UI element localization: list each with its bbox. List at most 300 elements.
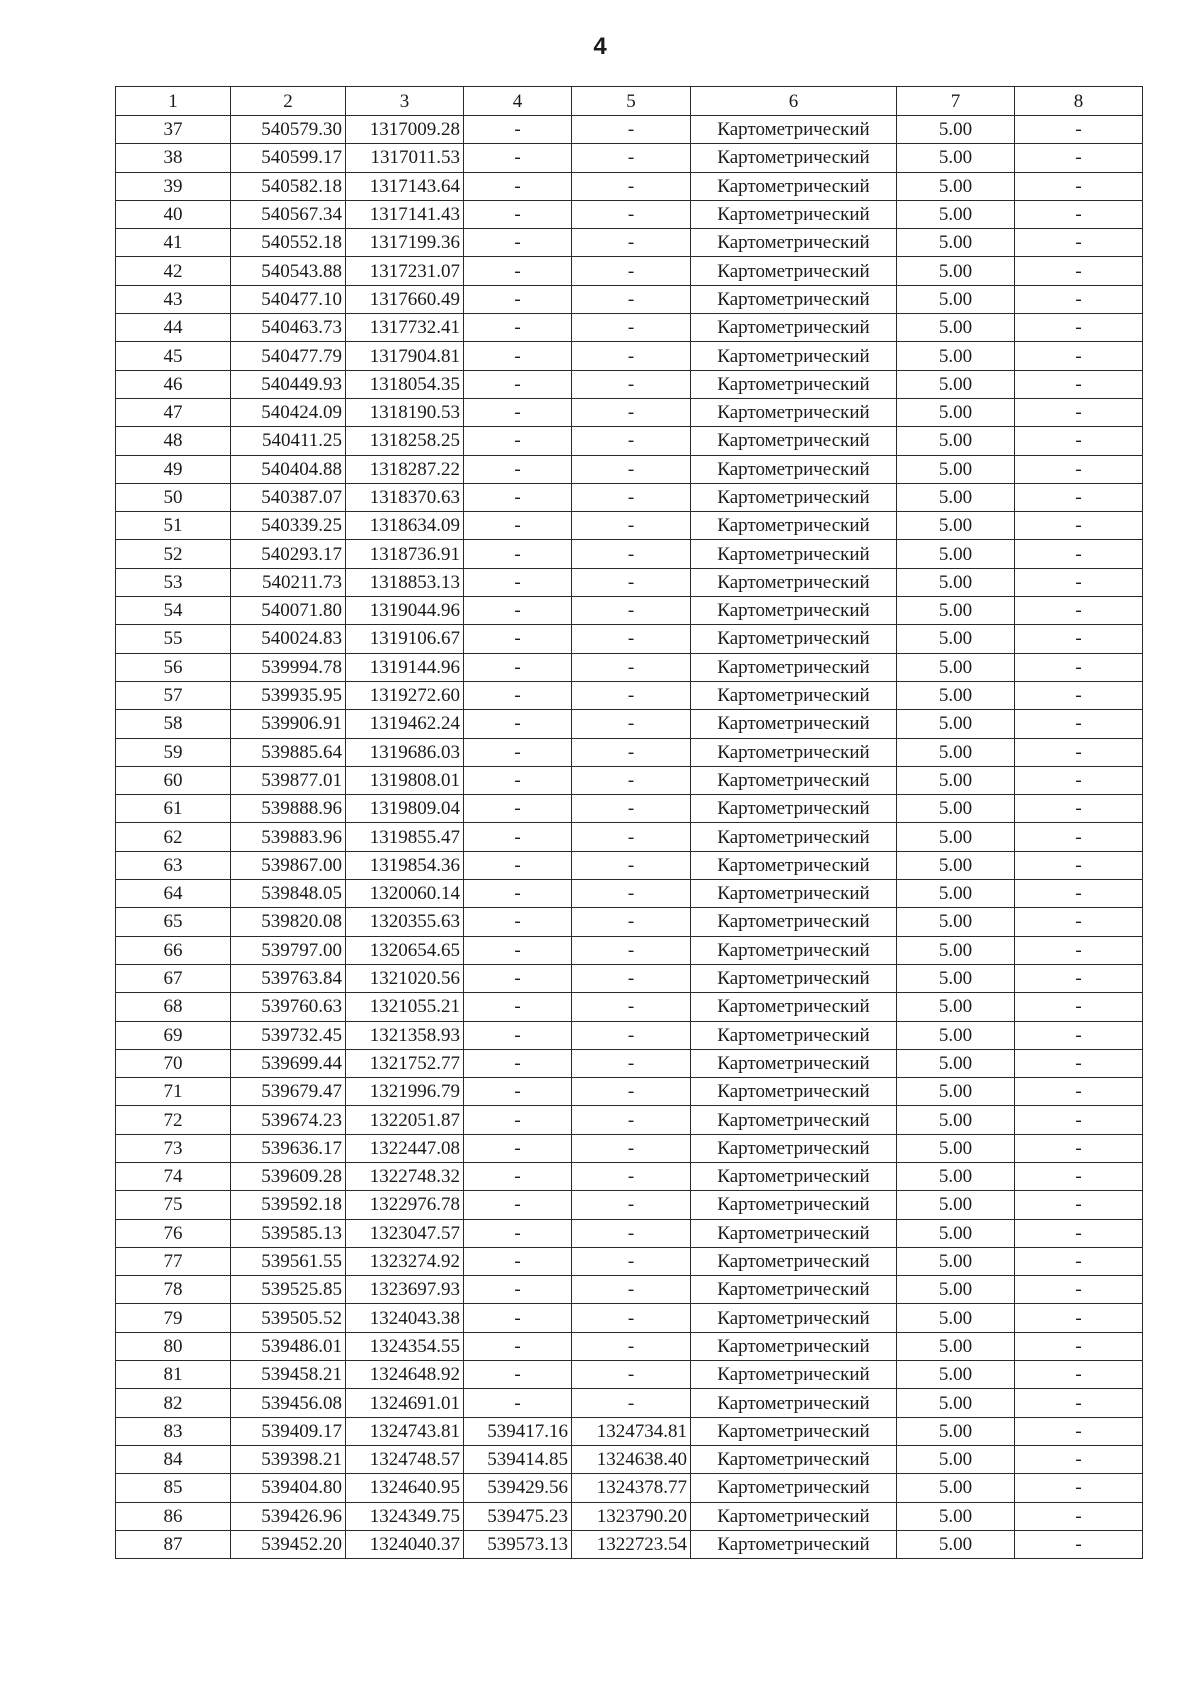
y-prev-cell: - (572, 455, 691, 483)
x-prev-cell: - (464, 427, 572, 455)
point-number-cell: 53 (116, 568, 231, 596)
note-cell: - (1015, 455, 1143, 483)
accuracy-cell: 5.00 (897, 1276, 1015, 1304)
accuracy-cell: 5.00 (897, 229, 1015, 257)
y-coord-cell: 1319144.96 (346, 653, 464, 681)
column-header: 3 (346, 87, 464, 116)
x-prev-cell: - (464, 766, 572, 794)
y-coord-cell: 1321358.93 (346, 1021, 464, 1049)
y-coord-cell: 1324691.01 (346, 1389, 464, 1417)
x-prev-cell: - (464, 398, 572, 426)
point-number-cell: 51 (116, 512, 231, 540)
note-cell: - (1015, 1332, 1143, 1360)
method-cell: Картометрический (691, 257, 897, 285)
x-coord-cell: 540411.25 (231, 427, 346, 455)
accuracy-cell: 5.00 (897, 681, 1015, 709)
x-coord-cell: 539636.17 (231, 1134, 346, 1162)
point-number-cell: 75 (116, 1191, 231, 1219)
y-coord-cell: 1324648.92 (346, 1361, 464, 1389)
note-cell: - (1015, 681, 1143, 709)
y-prev-cell: - (572, 597, 691, 625)
method-cell: Картометрический (691, 568, 897, 596)
x-coord-cell: 539867.00 (231, 851, 346, 879)
table-row (116, 483, 1143, 511)
y-coord-cell: 1319462.24 (346, 710, 464, 738)
point-number-cell: 64 (116, 880, 231, 908)
table-row (116, 936, 1143, 964)
point-number-cell: 65 (116, 908, 231, 936)
x-prev-cell: - (464, 116, 572, 144)
y-coord-cell: 1321996.79 (346, 1078, 464, 1106)
y-prev-cell: - (572, 681, 691, 709)
x-coord-cell: 539561.55 (231, 1247, 346, 1275)
y-prev-cell: 1324638.40 (572, 1445, 691, 1473)
y-prev-cell: - (572, 172, 691, 200)
y-prev-cell: - (572, 144, 691, 172)
y-prev-cell: - (572, 823, 691, 851)
y-coord-cell: 1318853.13 (346, 568, 464, 596)
point-number-cell: 38 (116, 144, 231, 172)
point-number-cell: 86 (116, 1502, 231, 1530)
accuracy-cell: 5.00 (897, 993, 1015, 1021)
point-number-cell: 76 (116, 1219, 231, 1247)
x-prev-cell: - (464, 795, 572, 823)
note-cell: - (1015, 964, 1143, 992)
note-cell: - (1015, 257, 1143, 285)
y-prev-cell: - (572, 257, 691, 285)
accuracy-cell: 5.00 (897, 597, 1015, 625)
accuracy-cell: 5.00 (897, 1219, 1015, 1247)
method-cell: Картометрический (691, 483, 897, 511)
table-row (116, 370, 1143, 398)
accuracy-cell: 5.00 (897, 512, 1015, 540)
x-coord-cell: 540339.25 (231, 512, 346, 540)
point-number-cell: 41 (116, 229, 231, 257)
point-number-cell: 48 (116, 427, 231, 455)
y-prev-cell: - (572, 1049, 691, 1077)
table-body (116, 87, 1143, 1559)
x-coord-cell: 539486.01 (231, 1332, 346, 1360)
y-coord-cell: 1317231.07 (346, 257, 464, 285)
table-header-row (116, 87, 1143, 116)
y-prev-cell: - (572, 880, 691, 908)
accuracy-cell: 5.00 (897, 1106, 1015, 1134)
y-prev-cell: - (572, 427, 691, 455)
x-prev-cell: - (464, 1049, 572, 1077)
y-coord-cell: 1318370.63 (346, 483, 464, 511)
x-coord-cell: 539592.18 (231, 1191, 346, 1219)
note-cell: - (1015, 1417, 1143, 1445)
x-coord-cell: 539848.05 (231, 880, 346, 908)
x-prev-cell: - (464, 1304, 572, 1332)
y-coord-cell: 1318634.09 (346, 512, 464, 540)
x-prev-cell: - (464, 342, 572, 370)
table-row (116, 1021, 1143, 1049)
method-cell: Картометрический (691, 964, 897, 992)
x-prev-cell: - (464, 257, 572, 285)
point-number-cell: 59 (116, 738, 231, 766)
point-number-cell: 67 (116, 964, 231, 992)
x-prev-cell: - (464, 172, 572, 200)
point-number-cell: 63 (116, 851, 231, 879)
y-coord-cell: 1319272.60 (346, 681, 464, 709)
table-row (116, 1474, 1143, 1502)
y-prev-cell: - (572, 625, 691, 653)
method-cell: Картометрический (691, 200, 897, 228)
method-cell: Картометрический (691, 738, 897, 766)
x-coord-cell: 540211.73 (231, 568, 346, 596)
accuracy-cell: 5.00 (897, 1021, 1015, 1049)
accuracy-cell: 5.00 (897, 568, 1015, 596)
table-row (116, 710, 1143, 738)
point-number-cell: 62 (116, 823, 231, 851)
note-cell: - (1015, 823, 1143, 851)
accuracy-cell: 5.00 (897, 483, 1015, 511)
y-coord-cell: 1318287.22 (346, 455, 464, 483)
note-cell: - (1015, 653, 1143, 681)
y-prev-cell: - (572, 568, 691, 596)
y-prev-cell: - (572, 314, 691, 342)
y-prev-cell: - (572, 653, 691, 681)
table-row (116, 1219, 1143, 1247)
point-number-cell: 87 (116, 1530, 231, 1558)
method-cell: Картометрический (691, 512, 897, 540)
table-row (116, 1106, 1143, 1134)
accuracy-cell: 5.00 (897, 116, 1015, 144)
method-cell: Картометрический (691, 1191, 897, 1219)
y-prev-cell: - (572, 1276, 691, 1304)
point-number-cell: 52 (116, 540, 231, 568)
table-row (116, 1417, 1143, 1445)
x-coord-cell: 539885.64 (231, 738, 346, 766)
x-prev-cell: - (464, 314, 572, 342)
method-cell: Картометрический (691, 993, 897, 1021)
point-number-cell: 37 (116, 116, 231, 144)
accuracy-cell: 5.00 (897, 1502, 1015, 1530)
point-number-cell: 78 (116, 1276, 231, 1304)
y-coord-cell: 1318190.53 (346, 398, 464, 426)
note-cell: - (1015, 908, 1143, 936)
y-coord-cell: 1324640.95 (346, 1474, 464, 1502)
point-number-cell: 43 (116, 285, 231, 313)
table-row (116, 427, 1143, 455)
method-cell: Картометрический (691, 229, 897, 257)
y-prev-cell: - (572, 936, 691, 964)
accuracy-cell: 5.00 (897, 1191, 1015, 1219)
table-row (116, 964, 1143, 992)
table-row (116, 455, 1143, 483)
note-cell: - (1015, 370, 1143, 398)
method-cell: Картометрический (691, 1361, 897, 1389)
x-prev-cell: - (464, 1247, 572, 1275)
note-cell: - (1015, 936, 1143, 964)
method-cell: Картометрический (691, 172, 897, 200)
y-coord-cell: 1318054.35 (346, 370, 464, 398)
method-cell: Картометрический (691, 285, 897, 313)
note-cell: - (1015, 229, 1143, 257)
table-row (116, 795, 1143, 823)
method-cell: Картометрический (691, 1502, 897, 1530)
method-cell: Картометрический (691, 823, 897, 851)
column-header: 1 (116, 87, 231, 116)
point-number-cell: 60 (116, 766, 231, 794)
x-prev-cell: - (464, 1134, 572, 1162)
method-cell: Картометрический (691, 710, 897, 738)
y-prev-cell: - (572, 398, 691, 426)
method-cell: Картометрический (691, 1474, 897, 1502)
y-prev-cell: - (572, 1162, 691, 1190)
table-row (116, 908, 1143, 936)
note-cell: - (1015, 1276, 1143, 1304)
y-prev-cell: - (572, 1304, 691, 1332)
y-prev-cell: - (572, 1021, 691, 1049)
x-prev-cell: - (464, 738, 572, 766)
method-cell: Картометрический (691, 1049, 897, 1077)
x-coord-cell: 540582.18 (231, 172, 346, 200)
x-coord-cell: 539452.20 (231, 1530, 346, 1558)
point-number-cell: 77 (116, 1247, 231, 1275)
x-coord-cell: 539426.96 (231, 1502, 346, 1530)
x-coord-cell: 540552.18 (231, 229, 346, 257)
x-prev-cell: - (464, 880, 572, 908)
y-prev-cell: 1324378.77 (572, 1474, 691, 1502)
table-row (116, 851, 1143, 879)
accuracy-cell: 5.00 (897, 314, 1015, 342)
method-cell: Картометрический (691, 1134, 897, 1162)
note-cell: - (1015, 427, 1143, 455)
table-row (116, 1445, 1143, 1473)
note-cell: - (1015, 993, 1143, 1021)
table-row (116, 993, 1143, 1021)
x-prev-cell: - (464, 1021, 572, 1049)
note-cell: - (1015, 597, 1143, 625)
point-number-cell: 72 (116, 1106, 231, 1134)
table-row (116, 1049, 1143, 1077)
x-coord-cell: 540404.88 (231, 455, 346, 483)
point-number-cell: 56 (116, 653, 231, 681)
table-row (116, 1247, 1143, 1275)
x-coord-cell: 540599.17 (231, 144, 346, 172)
note-cell: - (1015, 1078, 1143, 1106)
y-prev-cell: - (572, 1361, 691, 1389)
point-number-cell: 74 (116, 1162, 231, 1190)
x-coord-cell: 540387.07 (231, 483, 346, 511)
x-prev-cell: - (464, 681, 572, 709)
note-cell: - (1015, 172, 1143, 200)
table-row (116, 200, 1143, 228)
x-coord-cell: 539883.96 (231, 823, 346, 851)
table-row (116, 766, 1143, 794)
y-prev-cell: - (572, 370, 691, 398)
y-prev-cell: - (572, 851, 691, 879)
x-prev-cell: - (464, 370, 572, 398)
y-coord-cell: 1317143.64 (346, 172, 464, 200)
y-coord-cell: 1320060.14 (346, 880, 464, 908)
method-cell: Картометрический (691, 1021, 897, 1049)
x-coord-cell: 540567.34 (231, 200, 346, 228)
x-coord-cell: 539609.28 (231, 1162, 346, 1190)
accuracy-cell: 5.00 (897, 1162, 1015, 1190)
y-prev-cell: - (572, 1332, 691, 1360)
x-prev-cell: - (464, 200, 572, 228)
y-coord-cell: 1324743.81 (346, 1417, 464, 1445)
note-cell: - (1015, 144, 1143, 172)
x-coord-cell: 539525.85 (231, 1276, 346, 1304)
note-cell: - (1015, 483, 1143, 511)
point-number-cell: 66 (116, 936, 231, 964)
x-prev-cell: - (464, 908, 572, 936)
accuracy-cell: 5.00 (897, 540, 1015, 568)
y-coord-cell: 1317011.53 (346, 144, 464, 172)
accuracy-cell: 5.00 (897, 908, 1015, 936)
x-prev-cell: - (464, 936, 572, 964)
point-number-cell: 69 (116, 1021, 231, 1049)
point-number-cell: 84 (116, 1445, 231, 1473)
accuracy-cell: 5.00 (897, 880, 1015, 908)
accuracy-cell: 5.00 (897, 653, 1015, 681)
x-prev-cell: - (464, 993, 572, 1021)
note-cell: - (1015, 1530, 1143, 1558)
table-row (116, 1078, 1143, 1106)
y-coord-cell: 1317732.41 (346, 314, 464, 342)
accuracy-cell: 5.00 (897, 1445, 1015, 1473)
y-coord-cell: 1322447.08 (346, 1134, 464, 1162)
method-cell: Картометрический (691, 1417, 897, 1445)
x-prev-cell: 539429.56 (464, 1474, 572, 1502)
point-number-cell: 55 (116, 625, 231, 653)
table-row (116, 1162, 1143, 1190)
y-coord-cell: 1324748.57 (346, 1445, 464, 1473)
method-cell: Картометрический (691, 653, 897, 681)
y-coord-cell: 1324349.75 (346, 1502, 464, 1530)
y-coord-cell: 1317904.81 (346, 342, 464, 370)
x-prev-cell: 539475.23 (464, 1502, 572, 1530)
x-prev-cell: - (464, 455, 572, 483)
accuracy-cell: 5.00 (897, 766, 1015, 794)
y-coord-cell: 1323047.57 (346, 1219, 464, 1247)
accuracy-cell: 5.00 (897, 1078, 1015, 1106)
x-coord-cell: 540477.10 (231, 285, 346, 313)
accuracy-cell: 5.00 (897, 285, 1015, 313)
x-coord-cell: 539404.80 (231, 1474, 346, 1502)
y-coord-cell: 1320654.65 (346, 936, 464, 964)
note-cell: - (1015, 766, 1143, 794)
method-cell: Картометрический (691, 681, 897, 709)
y-prev-cell: - (572, 993, 691, 1021)
accuracy-cell: 5.00 (897, 823, 1015, 851)
y-prev-cell: 1324734.81 (572, 1417, 691, 1445)
table-row (116, 653, 1143, 681)
accuracy-cell: 5.00 (897, 370, 1015, 398)
x-coord-cell: 540424.09 (231, 398, 346, 426)
y-prev-cell: - (572, 738, 691, 766)
note-cell: - (1015, 1219, 1143, 1247)
note-cell: - (1015, 1106, 1143, 1134)
table-row (116, 1530, 1143, 1558)
method-cell: Картометрический (691, 880, 897, 908)
point-number-cell: 70 (116, 1049, 231, 1077)
y-prev-cell: - (572, 285, 691, 313)
method-cell: Картометрический (691, 851, 897, 879)
table-row (116, 314, 1143, 342)
x-prev-cell: - (464, 1332, 572, 1360)
x-prev-cell: - (464, 653, 572, 681)
accuracy-cell: 5.00 (897, 1417, 1015, 1445)
x-coord-cell: 540477.79 (231, 342, 346, 370)
point-number-cell: 85 (116, 1474, 231, 1502)
method-cell: Картометрический (691, 1219, 897, 1247)
table-row (116, 540, 1143, 568)
accuracy-cell: 5.00 (897, 1361, 1015, 1389)
point-number-cell: 73 (116, 1134, 231, 1162)
table-row (116, 738, 1143, 766)
x-prev-cell: - (464, 285, 572, 313)
x-prev-cell: - (464, 568, 572, 596)
point-number-cell: 46 (116, 370, 231, 398)
table-row (116, 116, 1143, 144)
x-coord-cell: 539456.08 (231, 1389, 346, 1417)
y-prev-cell: - (572, 483, 691, 511)
method-cell: Картометрический (691, 1247, 897, 1275)
note-cell: - (1015, 1021, 1143, 1049)
x-coord-cell: 539585.13 (231, 1219, 346, 1247)
accuracy-cell: 5.00 (897, 1134, 1015, 1162)
y-prev-cell: - (572, 229, 691, 257)
method-cell: Картометрический (691, 116, 897, 144)
method-cell: Картометрический (691, 1304, 897, 1332)
note-cell: - (1015, 1304, 1143, 1332)
y-coord-cell: 1318258.25 (346, 427, 464, 455)
y-prev-cell: - (572, 964, 691, 992)
x-coord-cell: 539699.44 (231, 1049, 346, 1077)
x-prev-cell: - (464, 823, 572, 851)
note-cell: - (1015, 540, 1143, 568)
accuracy-cell: 5.00 (897, 625, 1015, 653)
method-cell: Картометрический (691, 1162, 897, 1190)
point-number-cell: 61 (116, 795, 231, 823)
y-coord-cell: 1324043.38 (346, 1304, 464, 1332)
point-number-cell: 54 (116, 597, 231, 625)
y-coord-cell: 1322976.78 (346, 1191, 464, 1219)
table-row (116, 1332, 1143, 1360)
x-prev-cell: - (464, 597, 572, 625)
method-cell: Картометрический (691, 1332, 897, 1360)
note-cell: - (1015, 880, 1143, 908)
accuracy-cell: 5.00 (897, 1332, 1015, 1360)
point-number-cell: 79 (116, 1304, 231, 1332)
y-coord-cell: 1324040.37 (346, 1530, 464, 1558)
x-coord-cell: 540024.83 (231, 625, 346, 653)
method-cell: Картометрический (691, 1530, 897, 1558)
accuracy-cell: 5.00 (897, 964, 1015, 992)
y-prev-cell: - (572, 1106, 691, 1134)
point-number-cell: 57 (116, 681, 231, 709)
y-prev-cell: - (572, 1389, 691, 1417)
table-row (116, 342, 1143, 370)
accuracy-cell: 5.00 (897, 398, 1015, 426)
x-prev-cell: - (464, 483, 572, 511)
accuracy-cell: 5.00 (897, 851, 1015, 879)
x-prev-cell: - (464, 1219, 572, 1247)
y-prev-cell: - (572, 795, 691, 823)
method-cell: Картометрический (691, 1389, 897, 1417)
method-cell: Картометрический (691, 1078, 897, 1106)
y-coord-cell: 1317660.49 (346, 285, 464, 313)
method-cell: Картометрический (691, 342, 897, 370)
point-number-cell: 42 (116, 257, 231, 285)
x-coord-cell: 539760.63 (231, 993, 346, 1021)
note-cell: - (1015, 314, 1143, 342)
